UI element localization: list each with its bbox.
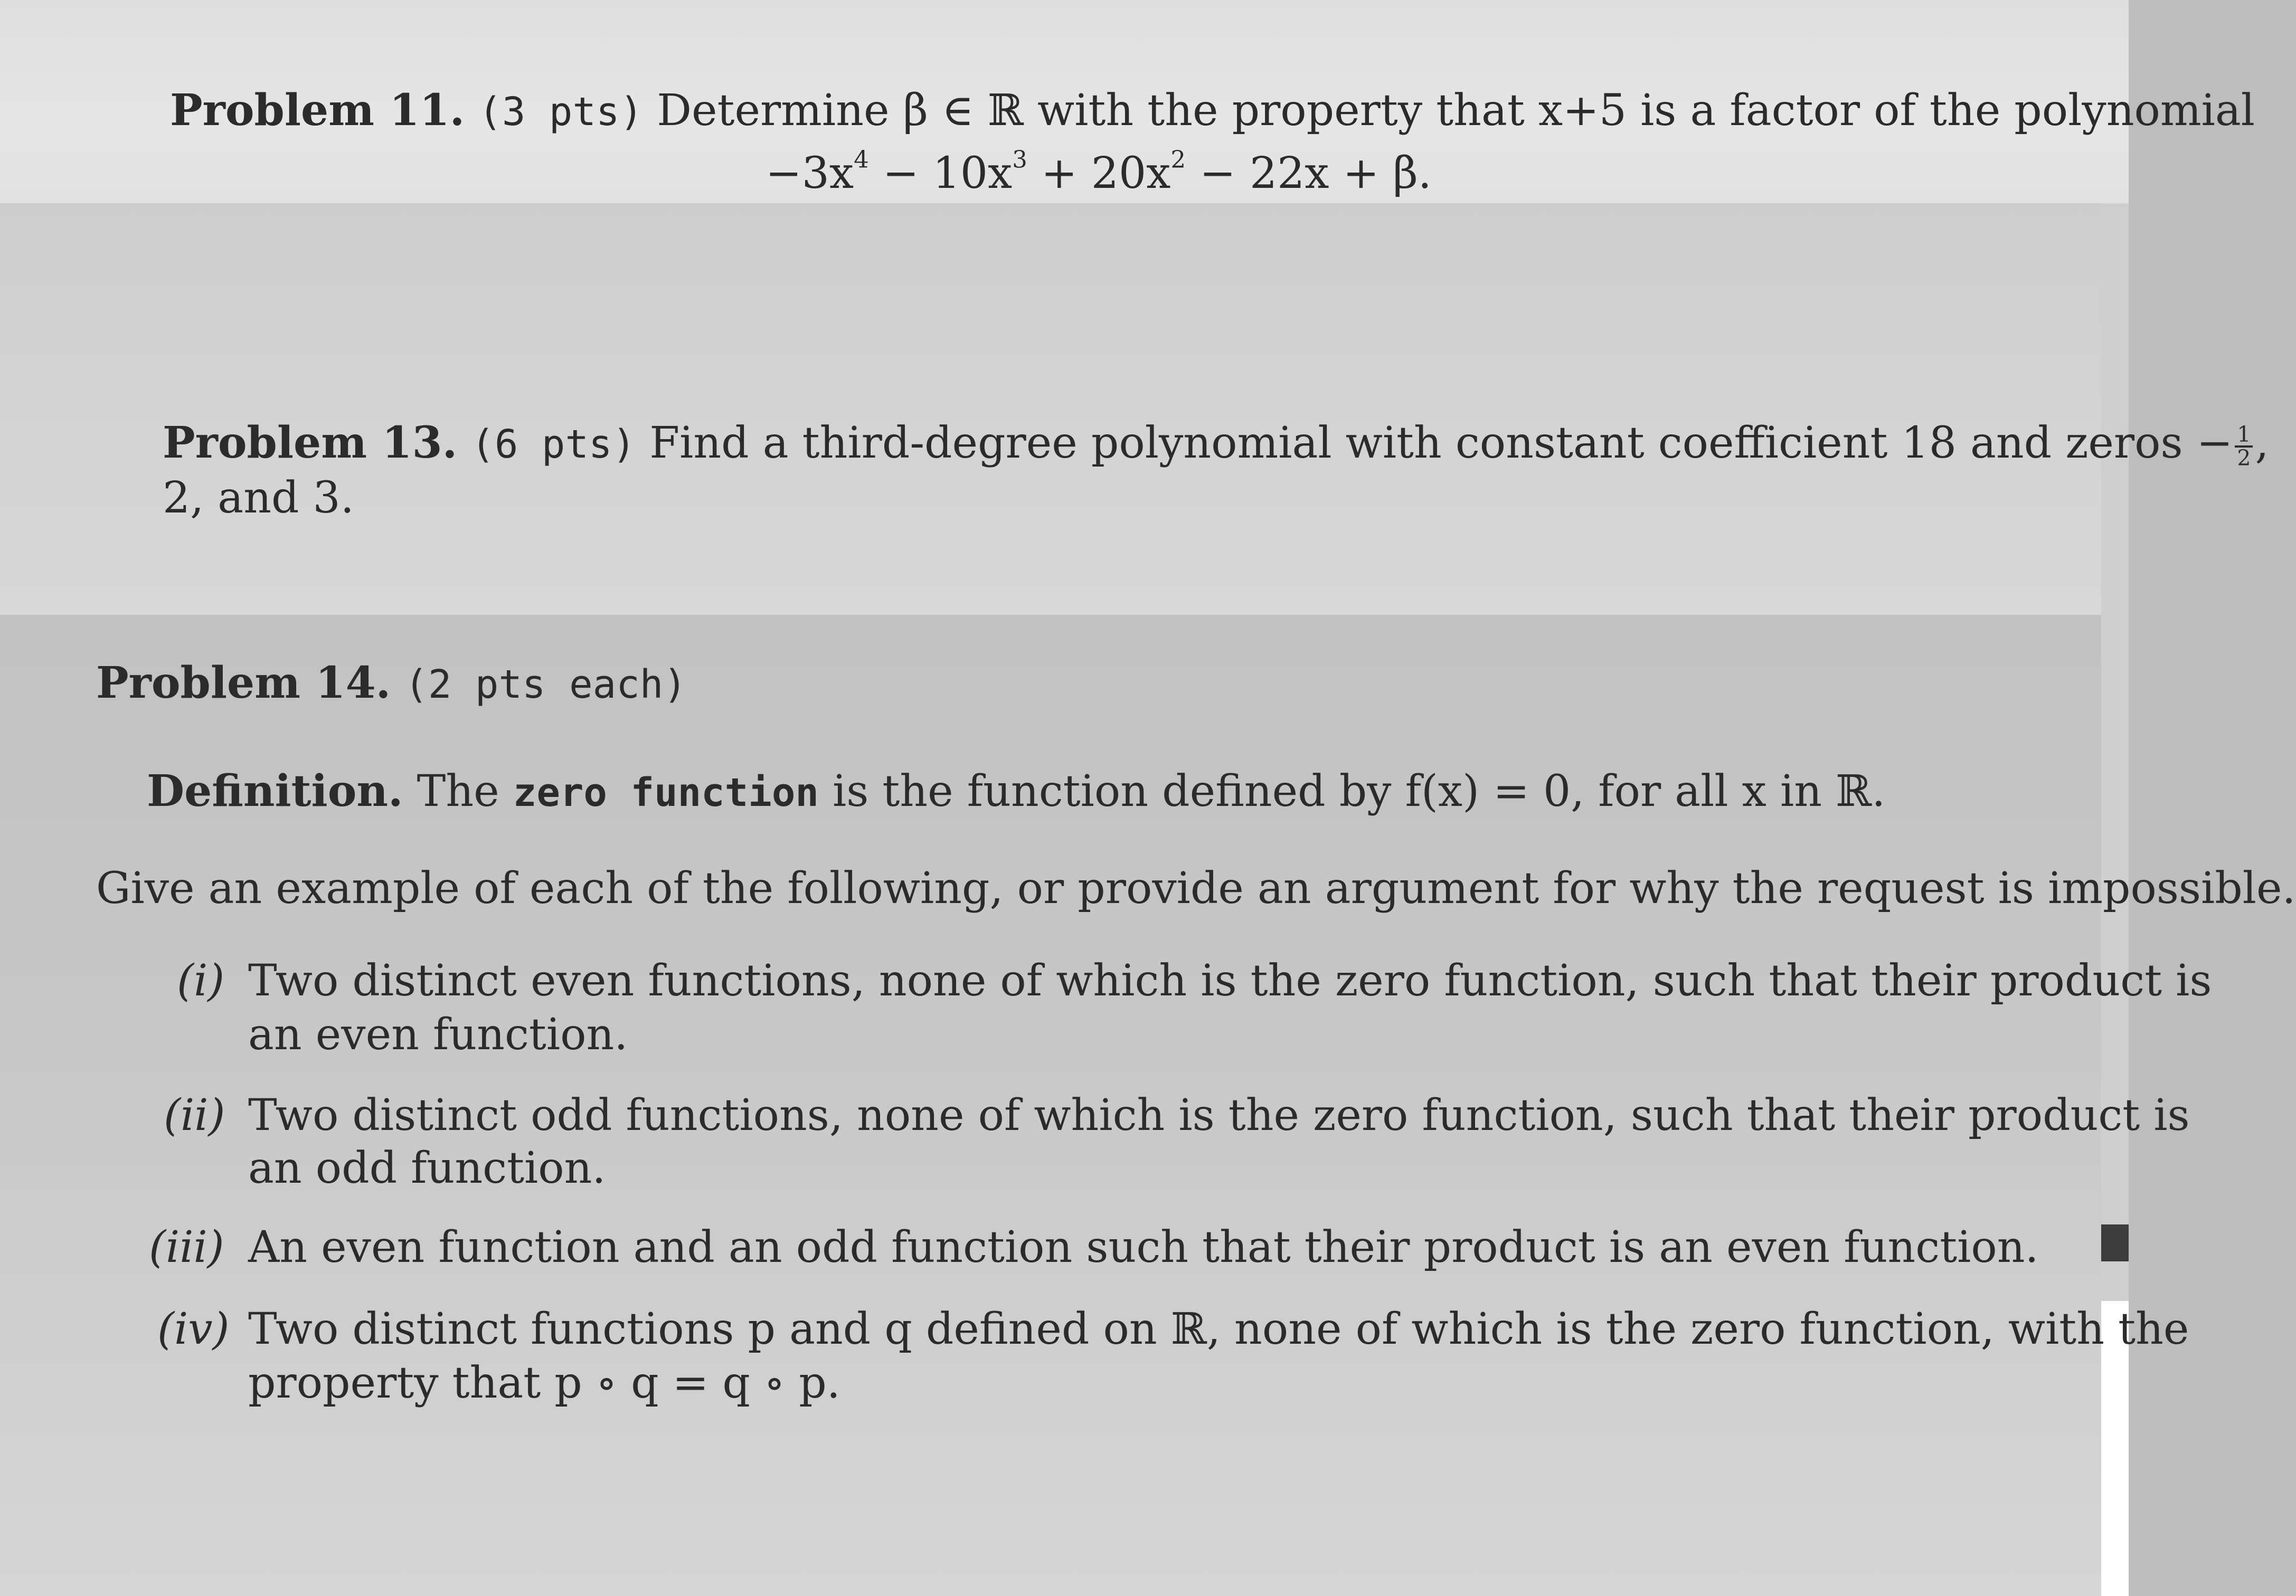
item-line: Two distinct odd functions, none of which is the zero function, such that their product is: [248, 1090, 2190, 1141]
definition-line: [147, 765, 1885, 818]
problem-13-points: (6 pts): [471, 422, 636, 467]
problem-13-comma: ,: [2255, 418, 2269, 468]
problem-13-label: Problem 13.: [163, 417, 458, 468]
page-edge-shadow: [2101, 1224, 2129, 1261]
definition-term: zero function: [513, 770, 819, 815]
item-marker: (i): [177, 956, 225, 1006]
poly-term: + 20x: [1027, 148, 1171, 198]
problem-14-points: (2 pts each): [404, 662, 687, 707]
problem-11-polynomial: [766, 145, 1432, 200]
item-marker: (ii): [164, 1090, 225, 1141]
definition-pre: The: [417, 766, 499, 816]
instruction-line: Give an example of each of the following, or provide an argument for why the request is impossible.: [96, 863, 2296, 914]
poly-exponent: 4: [854, 145, 869, 174]
problem-11-line: [170, 84, 2255, 137]
problem-11-points: (3 pts): [478, 89, 644, 135]
poly-term: −3x: [766, 148, 854, 198]
item-marker: (iv): [157, 1304, 230, 1354]
item-line: an odd function.: [248, 1143, 606, 1193]
item-line: Two distinct functions p and q defined on ℝ, none of which is the zero function, with the: [248, 1304, 2189, 1354]
fraction-numerator: 1: [2235, 424, 2253, 448]
definition-label: Definition.: [147, 766, 403, 816]
problem-13-statement: Find a third-degree polynomial with constant coefficient 18 and zeros −: [649, 418, 2233, 468]
item-line: an even function.: [248, 1010, 628, 1060]
definition-post: is the function defined by f(x) = 0, for all x in ℝ.: [833, 766, 1886, 816]
problem-13-region: [0, 203, 2101, 615]
problem-13-line: [163, 417, 2269, 469]
poly-term: − 22x + β.: [1186, 148, 1432, 198]
poly-exponent: 2: [1170, 145, 1186, 174]
item-line: property that p ∘ q = q ∘ p.: [248, 1358, 840, 1408]
problem-14-label: Problem 14.: [96, 658, 391, 708]
problem-14-header: [96, 657, 687, 709]
fraction-one-half: [2235, 421, 2253, 471]
poly-exponent: 3: [1012, 145, 1027, 174]
poly-term: − 10x: [868, 148, 1013, 198]
item-line: Two distinct even functions, none of which is the zero function, such that their product is: [248, 956, 2212, 1006]
problem-11-label: Problem 11.: [170, 85, 465, 136]
item-line: An even function and an odd function such that their product is an even function.: [248, 1222, 2039, 1272]
fraction-denominator: 2: [2237, 445, 2251, 471]
item-marker: (iii): [149, 1222, 224, 1272]
problem-11-statement: Determine β ∈ ℝ with the property that x+5 is a factor of the polynomial: [657, 86, 2255, 136]
problem-13-line-2: 2, and 3.: [163, 473, 354, 523]
